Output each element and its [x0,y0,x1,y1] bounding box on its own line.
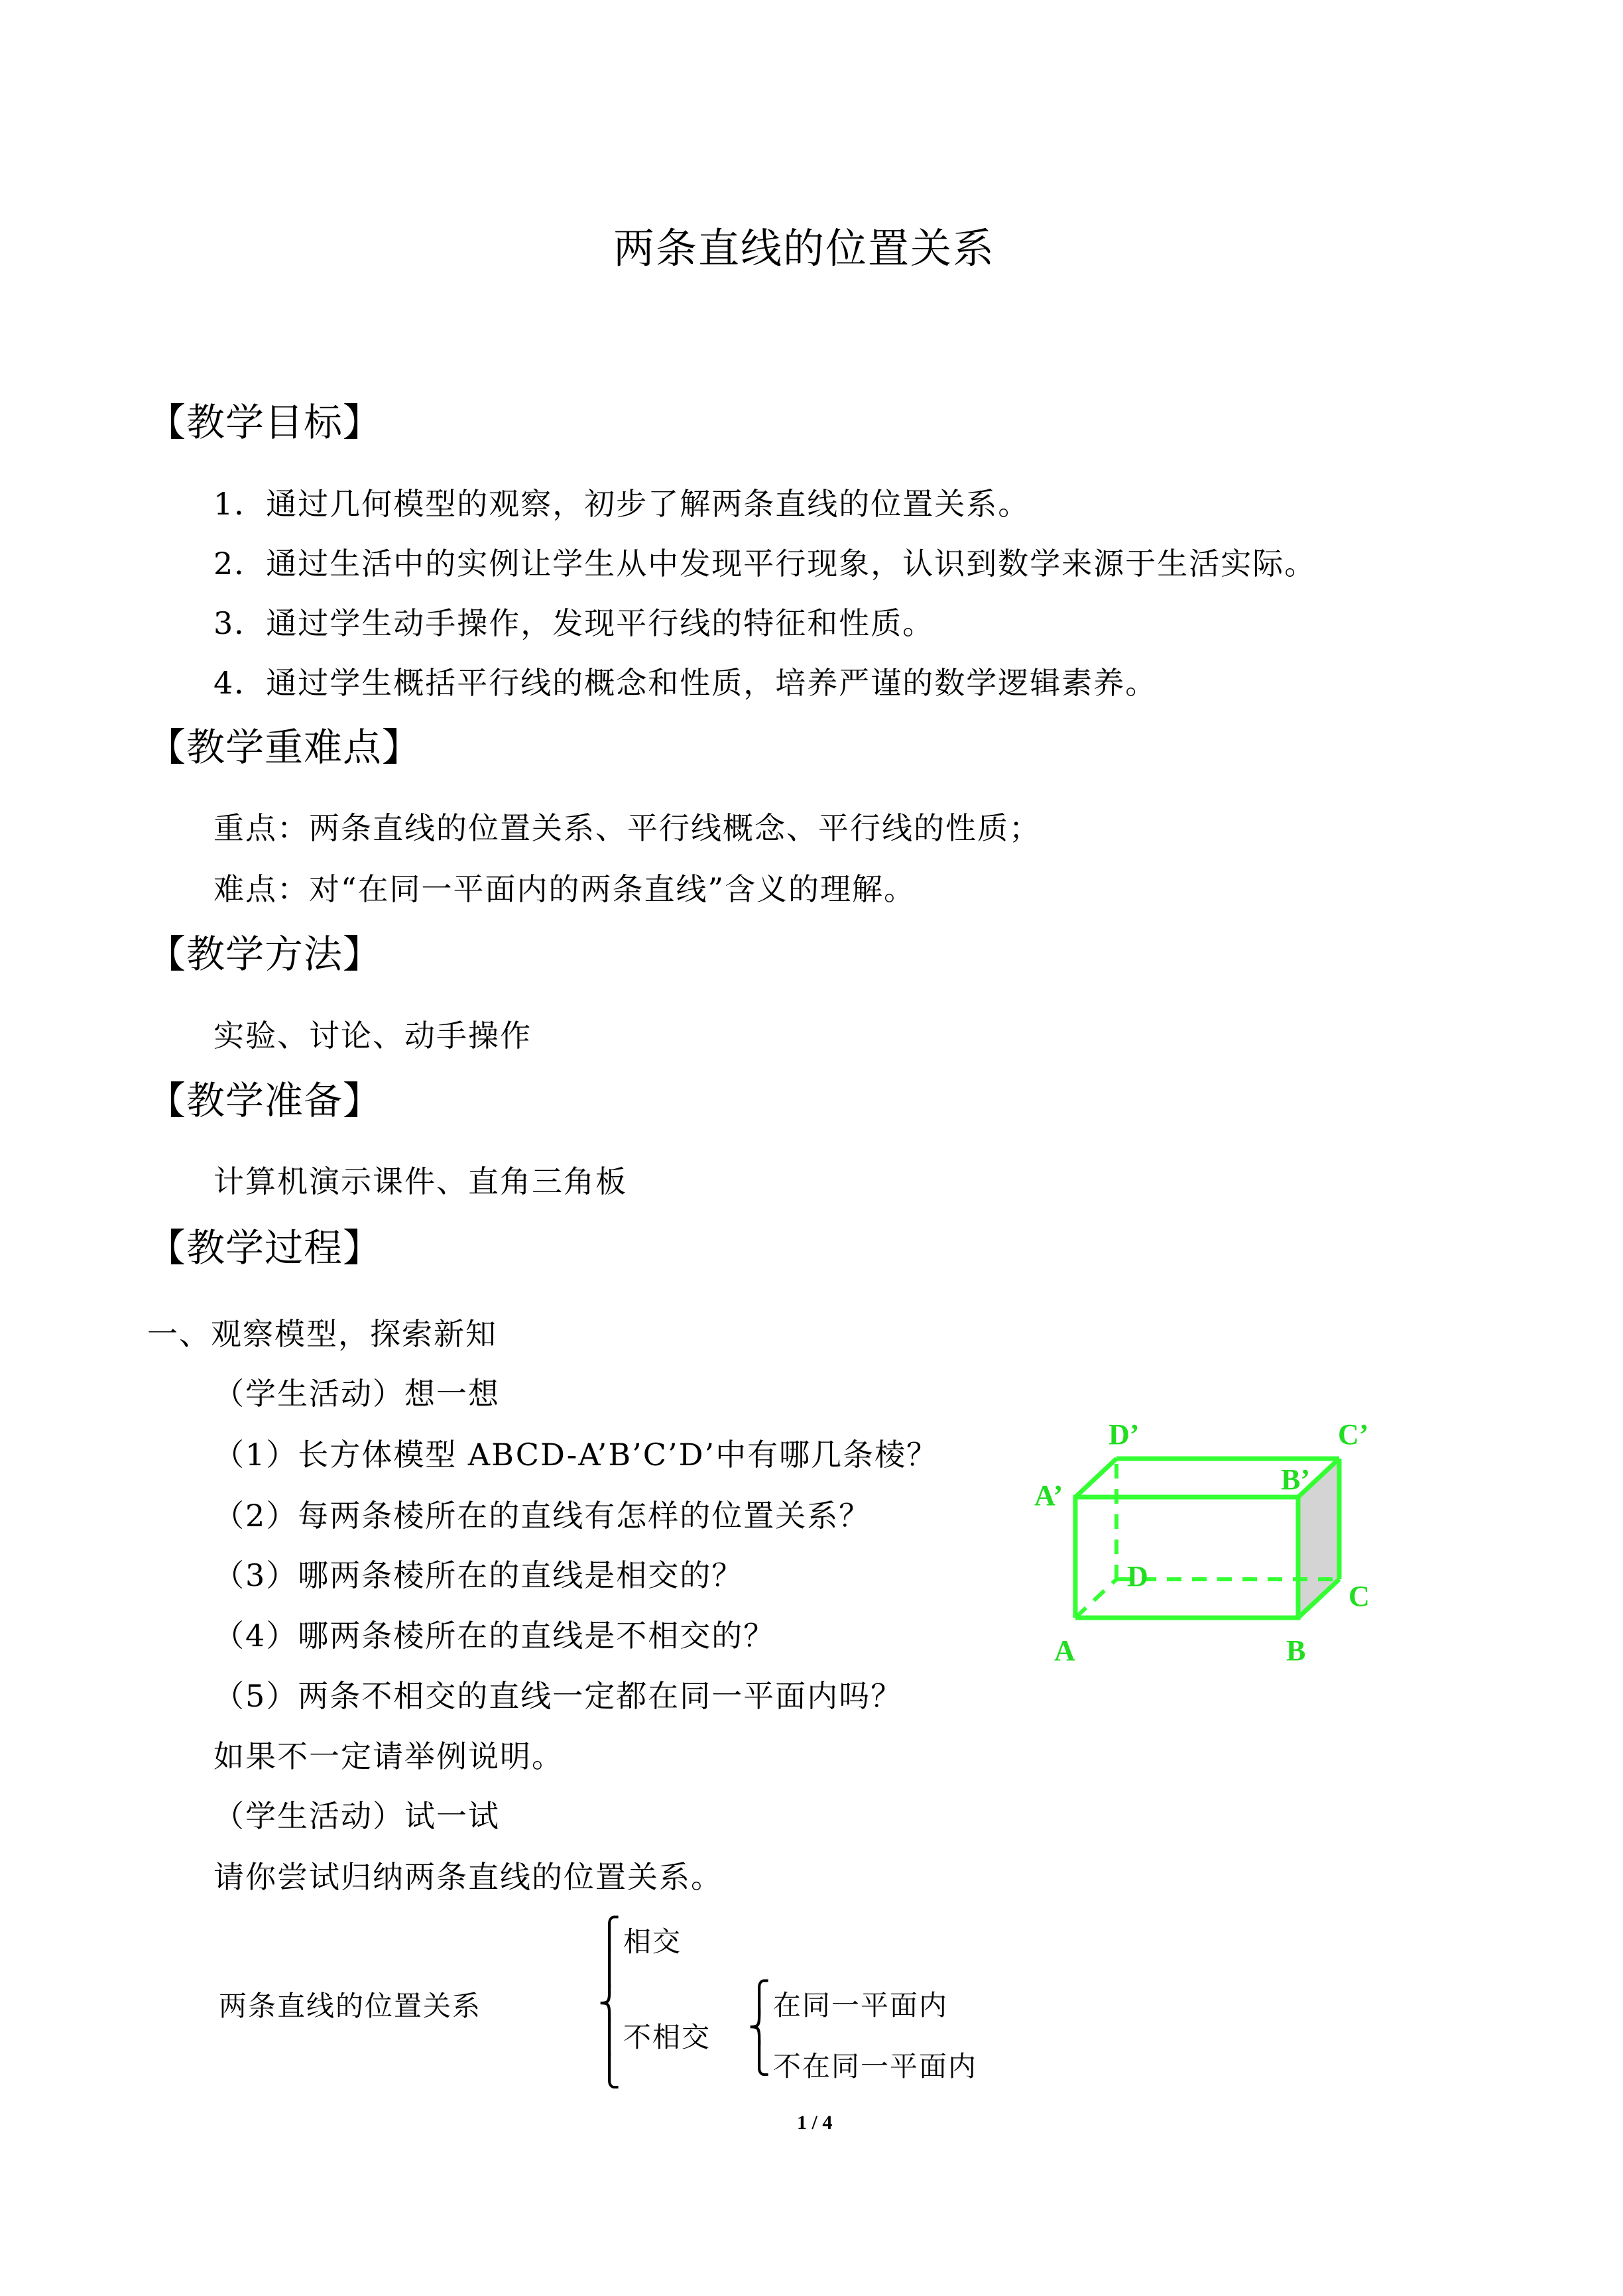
right-brace-bottom: ⎩ [748,2040,771,2076]
vertex-label-d1: D’ [1109,1418,1140,1451]
right-brace-mid: ⎨ [748,2009,771,2045]
edge-a1d1 [1075,1459,1116,1497]
objective-item: 1．通过几何模型的观察，初步了解两条直线的位置关系。 [213,486,1030,522]
objective-item: 4．通过学生概括平行线的概念和性质，培养严谨的数学逻辑素养。 [213,665,1158,701]
objective-item: 2．通过生活中的实例让学生从中发现平行现象，认识到数学来源于生活实际。 [213,546,1317,581]
left-brace-top: ⎧ [598,1915,621,1951]
hidden-edge-ad [1075,1579,1116,1618]
preparation-text: 计算机演示课件、直角三角板 [213,1164,627,1199]
objective-item: 3．通过学生动手操作，发现平行线的特征和性质。 [213,605,935,641]
classification-same-plane: 在同一平面内 [773,1989,949,2022]
left-brace-bottom: ⎩ [598,2053,621,2088]
key-point-item: 重点：两条直线的位置关系、平行线概念、平行线的性质； [213,810,1041,846]
part-one-title: 一、观察模型，探索新知 [147,1316,497,1352]
classification-not-intersect: 不相交 [623,2021,711,2053]
question-item: （2）每两条棱所在的直线有怎样的位置关系？ [213,1498,871,1534]
preparation-heading: 【教学准备】 [147,1078,383,1123]
activity-try: （学生活动）试一试 [213,1798,500,1834]
difficult-point-item: 难点：对“在同一平面内的两条直线”含义的理解。 [213,871,916,907]
vertex-label-c1: C’ [1338,1418,1369,1451]
question-item: （4）哪两条棱所在的直线是不相交的？ [213,1618,776,1654]
classification-intersect: 相交 [623,1925,682,1958]
question-item: （1）长方体模型 ABCD-A’B’C’D’中有哪几条棱？ [213,1437,939,1473]
objectives-heading: 【教学目标】 [147,400,383,445]
front-face-outline [1075,1497,1298,1618]
classification-different-plane: 不在同一平面内 [773,2050,978,2083]
right-brace-top: ⎧ [748,1979,771,2015]
classification-root: 两条直线的位置关系 [219,1990,482,2022]
vertex-label-b1: B’ [1281,1463,1310,1496]
process-heading: 【教学过程】 [147,1225,383,1270]
key-points-heading: 【教学重难点】 [147,725,422,770]
left-brace-mid: ⎨ [598,1985,621,2021]
cuboid-figure [1021,1406,1392,1684]
question-item: （5）两条不相交的直线一定都在同一平面内吗？ [213,1678,903,1714]
vertex-label-d: D [1127,1560,1148,1593]
methods-text: 实验、讨论、动手操作 [213,1018,532,1054]
left-brace-lower: ⎪ [598,2020,621,2055]
example-note: 如果不一定请举例说明。 [213,1738,564,1774]
vertex-label-b: B [1286,1634,1306,1667]
page-title: 两条直线的位置关系 [613,224,996,272]
page-number: 1 / 4 [797,2112,833,2134]
question-item: （3）哪两条棱所在的直线是相交的？ [213,1557,744,1593]
vertex-label-a: A [1054,1634,1075,1667]
vertex-label-a1: A’ [1034,1479,1063,1512]
left-brace-upper: ⎪ [598,1951,621,1987]
summary-prompt: 请你尝试归纳两条直线的位置关系。 [213,1859,723,1895]
methods-heading: 【教学方法】 [147,932,383,977]
activity-think: （学生活动）想一想 [213,1376,500,1412]
vertex-label-c: C [1349,1580,1370,1612]
